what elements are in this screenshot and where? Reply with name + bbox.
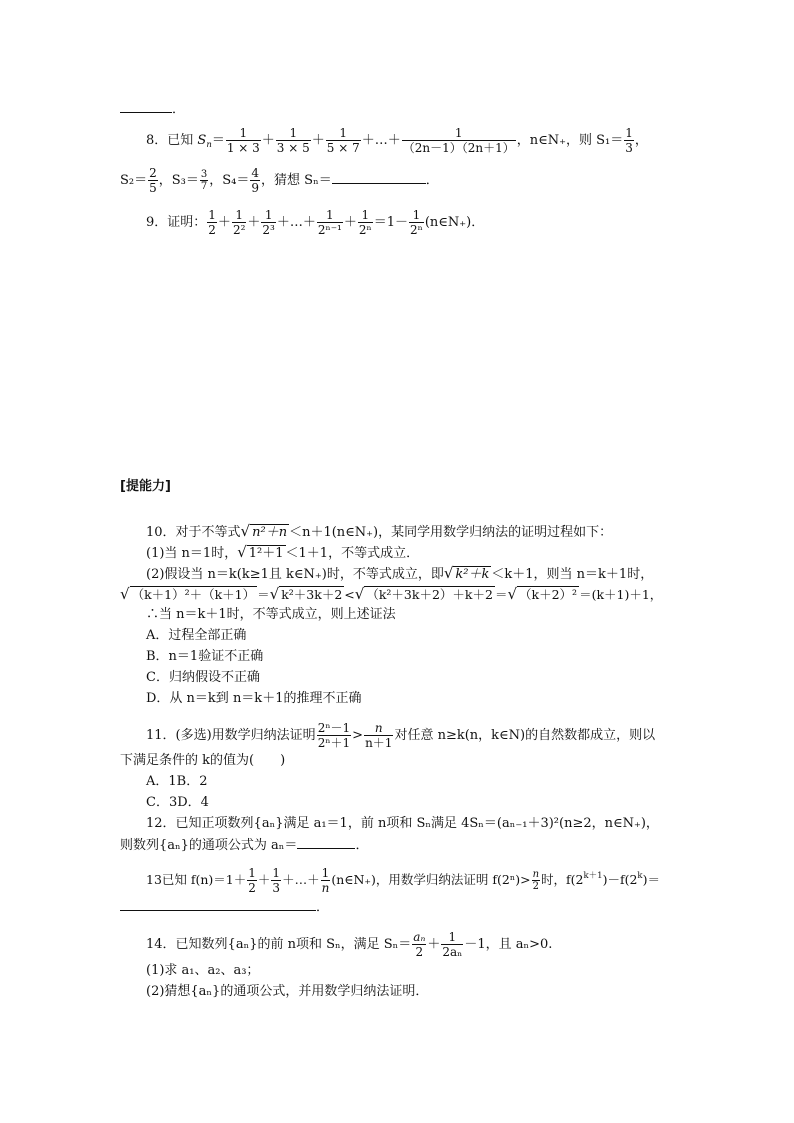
problem-14-stem: 14．已知数列{aₙ}的前 n项和 Sₙ，满足 Sₙ＝ $\frac{\text{aₙ}}{2}$ ＋ $\frac{1}{\text{2aₙ}}$ －1，且 aₙ>0.	[146, 930, 553, 959]
answer-blank-8[interactable]	[332, 171, 426, 184]
problem-10-step-1: (1)当 n＝1时，√ 1²＋1 ＜1＋1，不等式成立．	[146, 543, 420, 561]
problem-10-step-3: ∴当 n＝k＋1时，不等式成立，则上述证法	[146, 607, 396, 622]
answer-blank[interactable]	[120, 100, 172, 113]
fraction-3-5: $\frac{1}{3 \times 5}$	[276, 126, 310, 155]
fraction-1-3: $\frac{1}{1 \times 3}$	[226, 126, 260, 155]
problem-12-line-1: 12．已知正项数列{aₙ}满足 a₁＝1，前 n项和 Sₙ满足 4Sₙ＝(aₙ₋₁＋3)²(n≥2，n∈N₊)，	[146, 816, 659, 831]
option-c[interactable]: C．归纳假设不正确	[146, 670, 260, 685]
fraction-general: $\frac{1}{(2n-1)(2n+1)}$	[402, 126, 515, 155]
answer-blank-12[interactable]	[297, 836, 355, 849]
problem-8-line-2: S₂＝ $\frac{2}{5}$ ，S₃＝ $\frac{3}{7}$ ，S₄＝ $\frac{4}{9}$ ，猜想 Sₙ＝ ．	[120, 166, 439, 195]
option-b[interactable]: B．n＝1验证不正确	[146, 649, 264, 664]
problem-8-line-1: 8．已知 $S_n=$ $\frac{1}{1 \times 3}$ ＋ $\frac{1}{3 \times 5}$ ＋ $\frac{1}{5 \times 7}$ ＋…＋ $\frac{1}{(2n-1)(2n+1)}$ ，n∈N₊，则 S₁＝ $\frac{1}{3}$ ，	[146, 126, 648, 155]
prev-answer-line: ．	[120, 100, 185, 119]
problem-9-number: 9．证明：	[146, 215, 207, 230]
problem-10-step-2: (2)假设当 n＝k(k≥1且 k∈N₊)时，不等式成立，即√ k²＋k ＜k＋1，则当 n＝k＋1时，	[146, 564, 654, 582]
problem-9: 9．证明： $\frac{1}{2}$ ＋ $\frac{1}{\text{2²}}$ ＋ $\frac{1}{\text{2³}}$ ＋…＋ $\frac{1}{\text{2ⁿ⁻¹}}$ ＋ $\frac{1}{\text{2ⁿ}}$ ＝1－ $\frac{1}{\text{2ⁿ}}$ (n∈N₊)．	[146, 208, 485, 237]
problem-13-line-2: ．	[120, 898, 329, 917]
option-d[interactable]: D．从 n＝k到 n＝k＋1的推理不正确	[146, 691, 362, 706]
option-a[interactable]: A．过程全部正确	[146, 628, 247, 643]
problem-8-number: 8．已知	[146, 133, 194, 148]
fraction-s1: $\frac{1}{3}$	[625, 126, 633, 155]
problem-13-line-1: 13已知 f(n)＝1＋ $\frac{1}{2}$ ＋ $\frac{1}{3}$ ＋…＋ $\frac{1}{n}$ (n∈N₊)，用数学归纳法证明 f(2ⁿ)> $\frac{n}{2}$ 时，$f(2^{k+1})-f(2^k)=$	[146, 866, 660, 895]
options-cd[interactable]: C．3D．4	[146, 795, 209, 810]
fraction-5-7: $\frac{1}{5 \times 7}$	[326, 126, 360, 155]
problem-12-line-2: 则数列{aₙ}的通项公式为 aₙ＝ ．	[120, 838, 369, 853]
problem-10-stem: 10．对于不等式√ n²＋n ＜n＋1(n∈N₊)，某同学用数学归纳法的证明过程如下：	[146, 522, 613, 540]
problem-14-part-2: (2)猜想{aₙ}的通项公式，并用数学归纳法证明．	[146, 984, 429, 999]
problem-11-line-2: 下满足条件的 k的值为( )	[120, 753, 286, 768]
options-ab[interactable]: A．1B．2	[146, 774, 208, 789]
problem-14-part-1: (1)求 a₁、a₂、a₃；	[146, 963, 260, 978]
problem-10-derivation: √ （k＋1）²＋（k＋1） ＝√ k²＋3k＋2 <√ （k²＋3k＋2）＋k＋2 ＝√ （k＋2）² ＝(k＋1)＋1，	[120, 585, 663, 603]
section-header: [提能力]	[120, 479, 171, 494]
problem-11-stem: 11．(多选)用数学归纳法证明 $\frac{\text{2ⁿ－1}}{\text{2ⁿ＋1}}$ > $\frac{n}{n+1}$ 对任意 n≥k(n，k∈N)的自然数都成立，则以	[146, 721, 656, 750]
answer-blank-13[interactable]	[120, 898, 316, 911]
